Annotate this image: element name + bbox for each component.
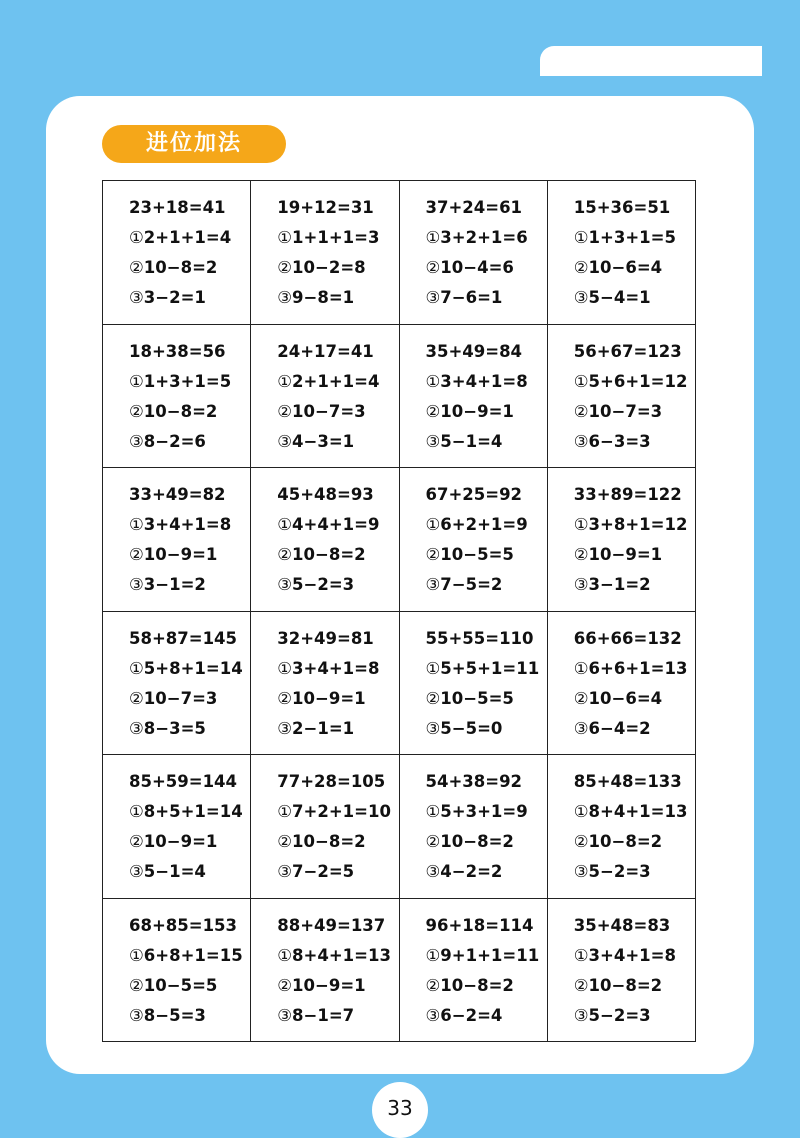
problem-step <box>129 976 250 1006</box>
step-expression: 5−5=0 <box>440 718 503 738</box>
step-number-marker: ② <box>573 258 589 277</box>
step-expression: 10−7=3 <box>292 401 366 421</box>
problem-cell <box>251 325 399 469</box>
problem-step <box>129 545 250 575</box>
problem-cell <box>400 181 548 325</box>
step-number-marker: ② <box>129 688 144 708</box>
step-expression: 3+4+1=8 <box>143 515 232 534</box>
problem-step <box>574 515 695 545</box>
step-expression: 6−2=4 <box>440 1005 503 1025</box>
problem-step <box>574 372 695 402</box>
problem-step <box>574 832 695 862</box>
step-number-marker: ③ <box>425 288 441 307</box>
problem-step <box>574 862 695 892</box>
step-expression: 10−8=2 <box>588 832 663 851</box>
problem-cell <box>400 899 548 1043</box>
step-number-marker: ② <box>573 545 589 564</box>
step-expression: 6−4=2 <box>588 718 651 738</box>
problem-equation: 33+49=82 <box>129 485 226 504</box>
problem-cell <box>103 181 251 325</box>
page-number: 33 <box>372 1082 428 1138</box>
step-expression: 3+4+1=8 <box>440 371 528 391</box>
step-number-marker: ① <box>277 658 293 678</box>
step-expression: 8−5=3 <box>143 1005 206 1025</box>
step-number-marker: ③ <box>129 718 144 738</box>
problem-cell <box>400 755 548 899</box>
step-expression: 5−4=1 <box>588 288 651 307</box>
step-number-marker: ③ <box>277 431 293 451</box>
problem-step <box>426 802 547 832</box>
step-expression: 10−8=2 <box>440 975 514 995</box>
step-number-marker: ③ <box>573 431 589 451</box>
step-number-marker: ③ <box>425 575 441 594</box>
step-expression: 3−2=1 <box>143 288 206 307</box>
step-number-marker: ③ <box>277 575 293 594</box>
problem-equation: 88+49=137 <box>277 915 386 935</box>
step-expression: 10−8=2 <box>440 832 514 851</box>
problem-step <box>426 372 547 402</box>
problem-equation: 24+17=41 <box>277 341 374 361</box>
step-number-marker: ① <box>425 802 441 821</box>
step-expression: 4−3=1 <box>292 431 355 451</box>
problem-step <box>129 802 250 832</box>
step-expression: 6+2+1=9 <box>440 515 528 534</box>
problem-step <box>574 228 695 258</box>
problem-step <box>426 862 547 892</box>
step-number-marker: ① <box>425 945 441 965</box>
step-number-marker: ③ <box>129 288 144 307</box>
problem-cell <box>103 899 251 1043</box>
problem-step <box>129 719 250 749</box>
step-number-marker: ③ <box>425 431 441 451</box>
step-expression: 5+6+1=12 <box>588 371 688 391</box>
problem-step <box>574 575 695 605</box>
step-number-marker: ② <box>129 975 144 995</box>
problem-step <box>129 372 250 402</box>
step-number-marker: ② <box>573 688 589 708</box>
problem-cell <box>251 755 399 899</box>
problem-cell <box>548 899 696 1043</box>
step-expression: 5−2=3 <box>292 575 355 594</box>
problem-cell <box>400 612 548 756</box>
problem-cell <box>251 181 399 325</box>
problem-step <box>129 689 250 719</box>
step-expression: 10−7=3 <box>143 688 218 708</box>
step-number-marker: ① <box>129 371 144 391</box>
step-number-marker: ② <box>277 258 293 277</box>
step-expression: 10−8=2 <box>292 545 366 564</box>
problem-step <box>574 432 695 462</box>
problem-step <box>574 719 695 749</box>
step-expression: 10−9=1 <box>440 401 514 421</box>
problem-equation: 35+48=83 <box>573 915 671 935</box>
step-number-marker: ② <box>129 258 144 277</box>
step-number-marker: ① <box>277 515 293 534</box>
problem-step <box>426 976 547 1006</box>
problem-step <box>277 946 398 976</box>
step-expression: 10−5=5 <box>440 545 514 564</box>
step-number-marker: ① <box>573 371 589 391</box>
problem-step <box>129 432 250 462</box>
step-expression: 10−5=5 <box>143 975 218 995</box>
step-expression: 9−8=1 <box>292 288 355 307</box>
problem-equation: 56+67=123 <box>573 341 682 361</box>
step-number-marker: ③ <box>277 718 293 738</box>
step-expression: 10−8=2 <box>143 258 218 277</box>
problem-step <box>426 946 547 976</box>
problem-step <box>277 228 398 258</box>
top-tab-decoration <box>540 46 762 76</box>
step-number-marker: ③ <box>425 862 441 881</box>
step-number-marker: ① <box>573 658 589 678</box>
step-expression: 6+8+1=15 <box>143 945 243 965</box>
step-expression: 8+5+1=14 <box>143 802 243 821</box>
step-expression: 10−7=3 <box>588 401 663 421</box>
step-number-marker: ① <box>129 802 144 821</box>
problem-equation: 85+59=144 <box>129 772 238 791</box>
step-expression: 3+4+1=8 <box>588 945 676 965</box>
problem-step <box>426 1006 547 1036</box>
problem-step <box>574 402 695 432</box>
step-number-marker: ② <box>277 832 293 851</box>
problem-equation: 67+25=92 <box>425 485 523 504</box>
step-number-marker: ② <box>277 688 293 708</box>
problem-equation: 58+87=145 <box>129 628 238 648</box>
problem-cell <box>400 468 548 612</box>
step-expression: 1+3+1=5 <box>143 371 232 391</box>
step-number-marker: ① <box>573 945 589 965</box>
step-number-marker: ② <box>573 975 589 995</box>
problem-step <box>426 832 547 862</box>
step-expression: 10−6=4 <box>588 258 663 277</box>
problem-step <box>426 288 547 318</box>
problem-step <box>426 545 547 575</box>
problem-cell <box>251 899 399 1043</box>
step-number-marker: ① <box>277 228 293 247</box>
step-expression: 10−8=2 <box>143 401 218 421</box>
problem-step <box>426 515 547 545</box>
step-number-marker: ③ <box>277 862 293 881</box>
step-expression: 8−1=7 <box>292 1005 355 1025</box>
problem-step <box>574 659 695 689</box>
problem-step <box>426 659 547 689</box>
step-expression: 5+3+1=9 <box>440 802 528 821</box>
problem-step <box>277 258 398 288</box>
problem-grid <box>102 180 696 1042</box>
problem-equation: 77+28=105 <box>277 772 386 791</box>
step-number-marker: ① <box>129 945 144 965</box>
problem-step <box>277 515 398 545</box>
problem-step <box>129 946 250 976</box>
step-number-marker: ② <box>129 832 144 851</box>
step-number-marker: ② <box>425 688 441 708</box>
step-expression: 10−9=1 <box>143 545 218 564</box>
step-expression: 5+5+1=11 <box>440 658 540 678</box>
step-expression: 10−8=2 <box>292 832 366 851</box>
step-number-marker: ② <box>277 545 293 564</box>
problem-cell <box>103 468 251 612</box>
step-number-marker: ② <box>129 401 144 421</box>
problem-step <box>277 288 398 318</box>
step-expression: 1+1+1=3 <box>292 228 380 247</box>
step-number-marker: ③ <box>129 431 144 451</box>
step-expression: 4−2=2 <box>440 862 503 881</box>
problem-step <box>277 832 398 862</box>
step-expression: 10−9=1 <box>143 832 218 851</box>
problem-cell <box>548 755 696 899</box>
step-number-marker: ③ <box>129 1005 144 1025</box>
step-number-marker: ③ <box>129 575 144 594</box>
problem-step <box>129 1006 250 1036</box>
problem-equation: 15+36=51 <box>573 198 671 217</box>
problem-step <box>277 372 398 402</box>
problem-equation: 54+38=92 <box>425 772 523 791</box>
problem-equation: 68+85=153 <box>129 915 238 935</box>
step-number-marker: ① <box>129 228 144 247</box>
problem-equation: 19+12=31 <box>277 198 374 217</box>
step-expression: 3−1=2 <box>588 575 651 594</box>
problem-equation: 45+48=93 <box>277 485 374 504</box>
problem-step <box>574 689 695 719</box>
step-number-marker: ① <box>573 228 589 247</box>
step-number-marker: ③ <box>573 575 589 594</box>
step-number-marker: ② <box>277 975 293 995</box>
problem-step <box>129 258 250 288</box>
step-expression: 3+2+1=6 <box>440 228 528 247</box>
step-number-marker: ② <box>573 832 589 851</box>
step-expression: 8+4+1=13 <box>588 802 688 821</box>
problem-cell <box>103 755 251 899</box>
problem-equation: 18+38=56 <box>129 341 226 361</box>
problem-step <box>277 802 398 832</box>
step-number-marker: ② <box>425 975 441 995</box>
step-number-marker: ① <box>129 515 144 534</box>
step-number-marker: ① <box>277 371 293 391</box>
step-number-marker: ① <box>425 515 441 534</box>
step-number-marker: ① <box>277 945 293 965</box>
step-expression: 10−8=2 <box>588 975 663 995</box>
step-expression: 8−3=5 <box>143 718 206 738</box>
problem-step <box>277 1006 398 1036</box>
problem-cell <box>251 468 399 612</box>
step-number-marker: ③ <box>573 862 589 881</box>
step-expression: 5−2=3 <box>588 862 651 881</box>
problem-step <box>129 659 250 689</box>
problem-step <box>129 862 250 892</box>
problem-equation: 66+66=132 <box>573 628 682 648</box>
step-number-marker: ③ <box>573 718 589 738</box>
problem-step <box>277 862 398 892</box>
problem-step <box>129 575 250 605</box>
problem-equation: 37+24=61 <box>425 198 523 217</box>
step-number-marker: ③ <box>425 718 441 738</box>
problem-equation: 96+18=114 <box>425 915 534 935</box>
step-number-marker: ① <box>425 371 441 391</box>
problem-step <box>426 689 547 719</box>
problem-step <box>426 228 547 258</box>
step-expression: 8+4+1=13 <box>292 945 391 965</box>
problem-equation: 55+55=110 <box>425 628 534 648</box>
problem-equation: 85+48=133 <box>573 772 682 791</box>
step-number-marker: ② <box>277 401 293 421</box>
step-number-marker: ③ <box>129 862 144 881</box>
step-expression: 7−5=2 <box>440 575 503 594</box>
step-expression: 9+1+1=11 <box>440 945 540 965</box>
step-number-marker: ② <box>573 401 589 421</box>
step-number-marker: ③ <box>277 288 293 307</box>
problem-step <box>277 575 398 605</box>
step-number-marker: ② <box>425 401 441 421</box>
problem-cell <box>103 325 251 469</box>
problem-step <box>574 946 695 976</box>
step-expression: 10−9=1 <box>588 545 663 564</box>
step-expression: 3−1=2 <box>143 575 206 594</box>
step-expression: 3+4+1=8 <box>292 658 380 678</box>
problem-equation: 35+49=84 <box>425 341 523 361</box>
problem-step <box>277 545 398 575</box>
problem-equation: 32+49=81 <box>277 628 374 648</box>
step-number-marker: ③ <box>573 1005 589 1025</box>
step-number-marker: ③ <box>573 288 589 307</box>
step-expression: 5−2=3 <box>588 1005 651 1025</box>
step-number-marker: ② <box>129 545 144 564</box>
section-title: 进位加法 <box>102 125 286 163</box>
problem-step <box>426 258 547 288</box>
step-expression: 7−6=1 <box>440 288 503 307</box>
problem-step <box>277 402 398 432</box>
step-number-marker: ① <box>277 802 293 821</box>
problem-step <box>129 402 250 432</box>
problem-step <box>277 432 398 462</box>
step-number-marker: ① <box>425 228 441 247</box>
step-expression: 10−4=6 <box>440 258 514 277</box>
step-number-marker: ③ <box>425 1005 441 1025</box>
step-number-marker: ① <box>129 658 144 678</box>
problem-cell <box>548 612 696 756</box>
step-expression: 10−2=8 <box>292 258 366 277</box>
problem-step <box>129 228 250 258</box>
problem-equation: 23+18=41 <box>129 198 226 217</box>
problem-step <box>129 832 250 862</box>
problem-step <box>129 288 250 318</box>
step-expression: 2+1+1=4 <box>292 371 380 391</box>
step-number-marker: ① <box>573 802 589 821</box>
problem-step <box>426 719 547 749</box>
step-expression: 10−5=5 <box>440 688 514 708</box>
problem-step <box>277 719 398 749</box>
step-expression: 6+6+1=13 <box>588 658 688 678</box>
step-expression: 10−9=1 <box>292 975 366 995</box>
step-expression: 2−1=1 <box>292 718 355 738</box>
problem-step <box>277 659 398 689</box>
step-expression: 8−2=6 <box>143 431 206 451</box>
problem-cell <box>548 468 696 612</box>
step-expression: 7+2+1=10 <box>292 802 391 821</box>
step-expression: 6−3=3 <box>588 431 651 451</box>
problem-step <box>574 545 695 575</box>
problem-step <box>574 802 695 832</box>
step-number-marker: ② <box>425 832 441 851</box>
step-expression: 5−1=4 <box>440 431 503 451</box>
step-number-marker: ① <box>573 515 589 534</box>
problem-step <box>426 402 547 432</box>
problem-cell <box>548 181 696 325</box>
step-expression: 4+4+1=9 <box>292 515 380 534</box>
step-expression: 5−1=4 <box>143 862 206 881</box>
step-expression: 7−2=5 <box>292 862 355 881</box>
step-number-marker: ② <box>425 258 441 277</box>
step-number-marker: ① <box>425 658 441 678</box>
step-number-marker: ③ <box>277 1005 293 1025</box>
step-number-marker: ② <box>425 545 441 564</box>
problem-step <box>426 575 547 605</box>
problem-step <box>574 288 695 318</box>
step-expression: 5+8+1=14 <box>143 658 243 678</box>
step-expression: 3+8+1=12 <box>588 515 688 534</box>
problem-step <box>426 432 547 462</box>
step-expression: 2+1+1=4 <box>143 228 232 247</box>
problem-step <box>129 515 250 545</box>
problem-cell <box>251 612 399 756</box>
problem-step <box>574 976 695 1006</box>
step-expression: 1+3+1=5 <box>588 228 676 247</box>
problem-step <box>277 976 398 1006</box>
problem-step <box>574 1006 695 1036</box>
problem-equation: 33+89=122 <box>573 485 682 504</box>
step-expression: 10−6=4 <box>588 688 663 708</box>
problem-step <box>277 689 398 719</box>
problem-cell <box>400 325 548 469</box>
problem-step <box>574 258 695 288</box>
problem-cell <box>548 325 696 469</box>
step-expression: 10−9=1 <box>292 688 366 708</box>
problem-cell <box>103 612 251 756</box>
